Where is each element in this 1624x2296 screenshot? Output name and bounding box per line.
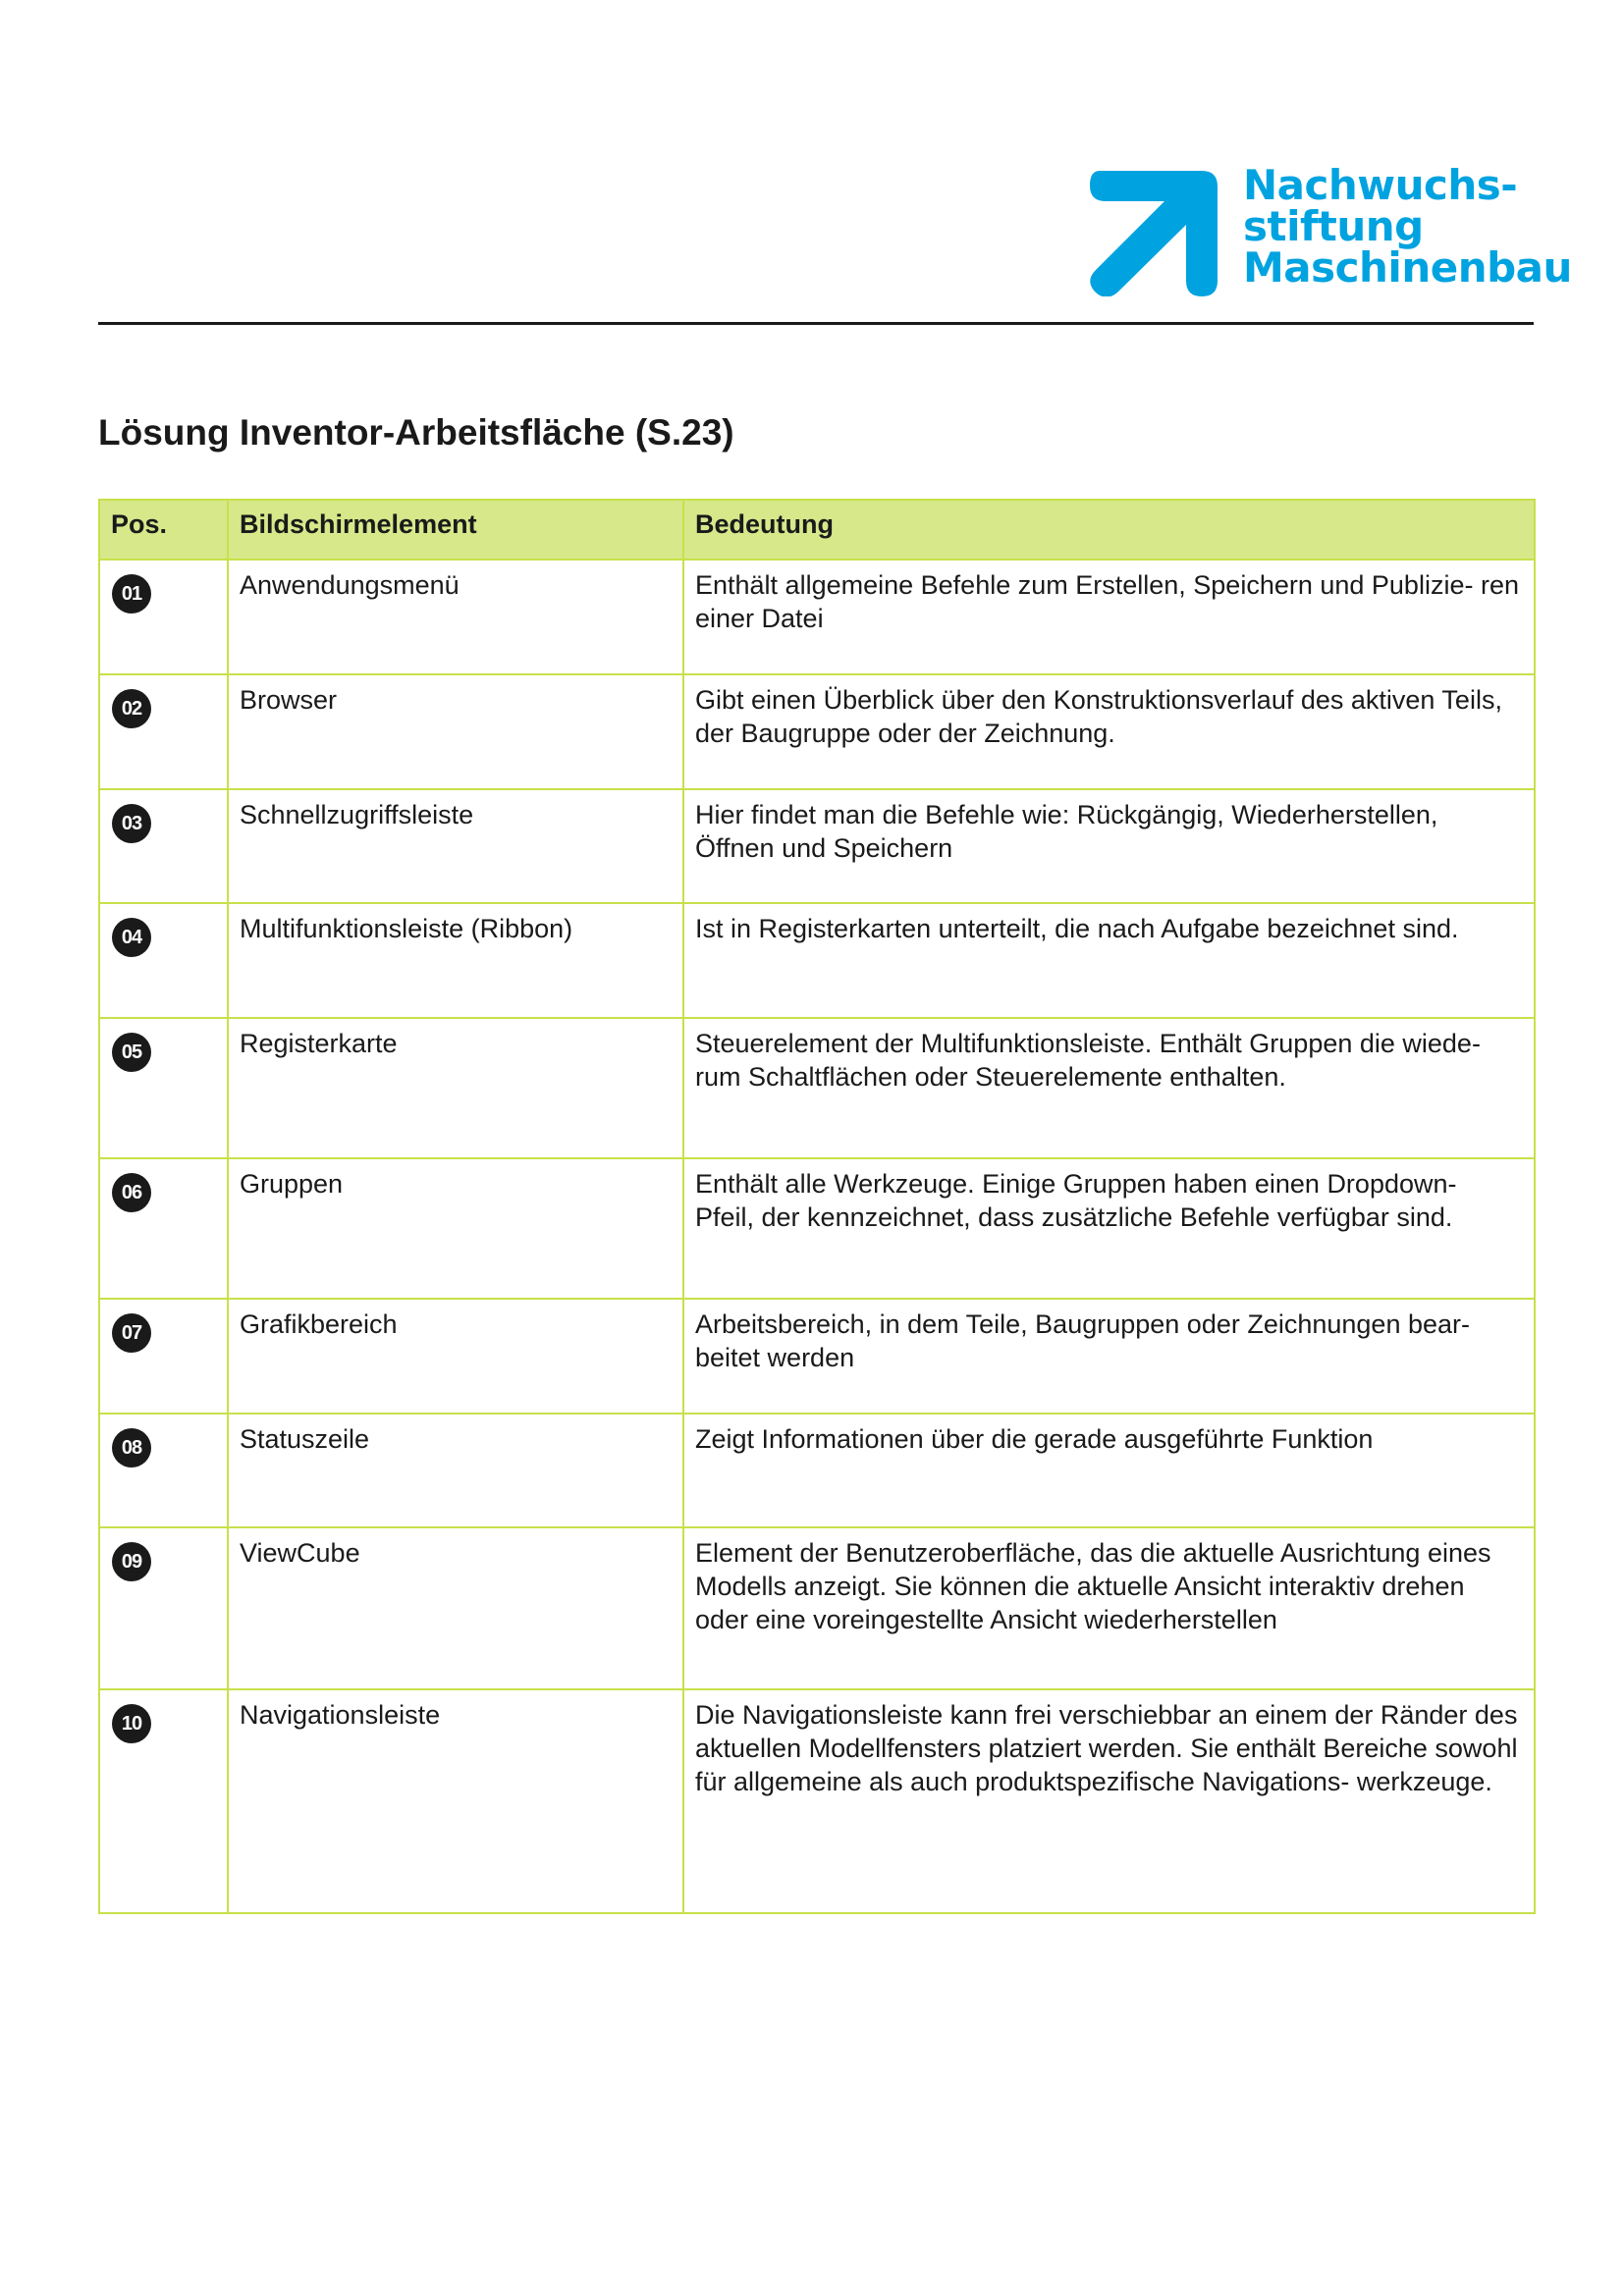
table-row: [99, 1299, 1535, 1414]
table-row: [99, 1158, 1535, 1299]
position-badge: 10: [112, 1704, 151, 1743]
position-badge: 08: [112, 1428, 151, 1468]
meaning-cell: Element der Benutzeroberfläche, das die aktuelle Ausrichtung eines Modells anzeigt. Sie können die aktuelle Ansicht interaktiv drehen oder eine voreingestellte Ansicht wiederherstellen: [683, 1527, 1535, 1689]
logo-wordmark: [1243, 161, 1572, 292]
column-header-element: Bildschirmelement: [228, 500, 683, 560]
element-cell: Anwendungsmenü: [228, 560, 683, 674]
meaning-cell: Steuerelement der Multifunktionsleiste. Enthält Gruppen die wiede- rum Schaltflächen oder Steuerelemente enthalten.: [683, 1018, 1535, 1158]
table-row: [99, 560, 1535, 674]
table-row: [99, 1689, 1535, 1913]
table-row: [99, 1018, 1535, 1158]
element-cell: Registerkarte: [228, 1018, 683, 1158]
position-badge: 09: [112, 1542, 151, 1581]
position-badge: 04: [112, 918, 151, 957]
column-header-meaning: Bedeutung: [683, 500, 1535, 560]
element-cell: Schnellzugriffsleiste: [228, 789, 683, 903]
table-row: [99, 903, 1535, 1018]
element-cell: Statuszeile: [228, 1414, 683, 1527]
table-row: [99, 1527, 1535, 1689]
meaning-cell: Arbeitsbereich, in dem Teile, Baugruppen oder Zeichnungen bear- beitet werden: [683, 1299, 1535, 1414]
table-row: [99, 789, 1535, 903]
meaning-cell: Enthält allgemeine Befehle zum Erstellen, Speichern und Publizie- ren einer Datei: [683, 560, 1535, 674]
logo-line-1: Nachwuchs-: [1243, 161, 1518, 209]
table-header-row: [99, 500, 1535, 560]
position-badge: 03: [112, 804, 151, 843]
position-badge: 05: [112, 1033, 151, 1072]
element-cell: Navigationsleiste: [228, 1689, 683, 1913]
arrow-logo-icon: [1090, 171, 1218, 296]
element-cell: Grafikbereich: [228, 1299, 683, 1414]
meaning-cell: Ist in Registerkarten unterteilt, die nach Aufgabe bezeichnet sind.: [683, 903, 1535, 1018]
column-header-pos: Pos.: [99, 500, 228, 560]
position-badge: 07: [112, 1313, 151, 1353]
position-badge: 01: [112, 574, 151, 614]
logo-line-3: Maschinenbau: [1243, 243, 1572, 292]
meaning-cell: Enthält alle Werkzeuge. Einige Gruppen haben einen Dropdown- Pfeil, der kennzeichnet, dass zusätzliche Befehle verfügbar sind.: [683, 1158, 1535, 1299]
logo-line-2: stiftung: [1243, 202, 1424, 250]
header-divider: [98, 322, 1534, 325]
meaning-cell: Die Navigationsleiste kann frei verschiebbar an einem der Ränder des aktuellen Modellfensters platziert werden. Sie enthält Bereiche sowohl für allgemeine als auch produktspezifische Navigations- werkzeuge.: [683, 1689, 1535, 1913]
position-badge: 06: [112, 1173, 151, 1212]
element-cell: Multifunktionsleiste (Ribbon): [228, 903, 683, 1018]
solution-table: [98, 499, 1536, 1914]
logo: [1090, 161, 1572, 302]
element-cell: Gruppen: [228, 1158, 683, 1299]
meaning-cell: Hier findet man die Befehle wie: Rückgängig, Wiederherstellen, Öffnen und Speichern: [683, 789, 1535, 903]
element-cell: ViewCube: [228, 1527, 683, 1689]
table-row: [99, 674, 1535, 789]
meaning-cell: Gibt einen Überblick über den Konstruktionsverlauf des aktiven Teils, der Baugruppe oder der Zeichnung.: [683, 674, 1535, 789]
table-row: [99, 1414, 1535, 1527]
meaning-cell: Zeigt Informationen über die gerade ausgeführte Funktion: [683, 1414, 1535, 1527]
position-badge: 02: [112, 689, 151, 728]
element-cell: Browser: [228, 674, 683, 789]
page-title: Lösung Inventor-Arbeitsfläche (S.23): [98, 412, 734, 453]
